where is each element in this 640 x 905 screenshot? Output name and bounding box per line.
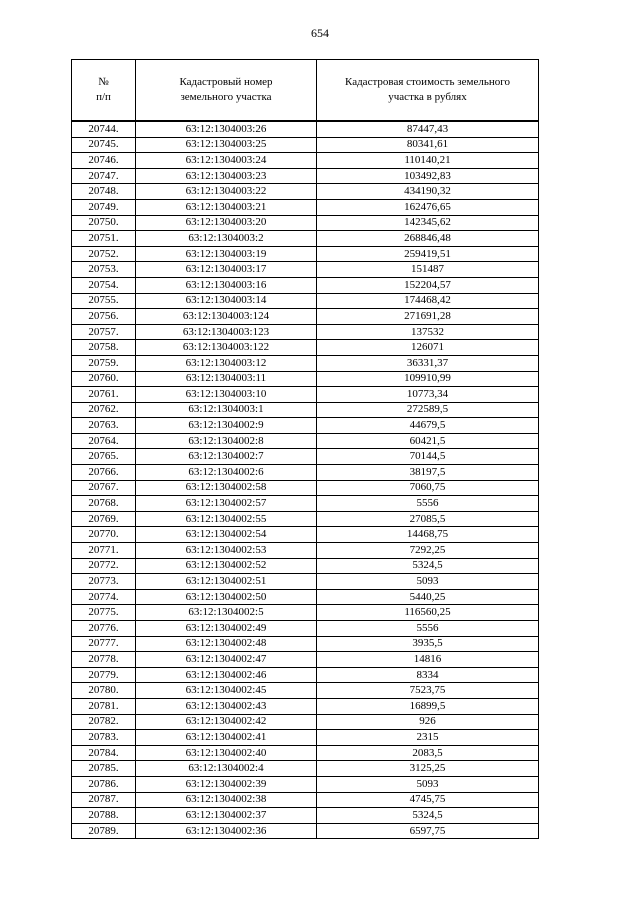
cadastral-number-cell: 63:12:1304002:52 bbox=[136, 558, 317, 574]
row-number-cell: 20757. bbox=[72, 324, 136, 340]
row-number-cell: 20777. bbox=[72, 636, 136, 652]
cadastral-value-cell: 7523,75 bbox=[317, 683, 539, 699]
cadastral-value-cell: 87447,43 bbox=[317, 121, 539, 137]
cadastral-value-cell: 272589,5 bbox=[317, 402, 539, 418]
row-number-cell: 20780. bbox=[72, 683, 136, 699]
cadastral-value-cell: 44679,5 bbox=[317, 418, 539, 434]
page-number: 654 bbox=[311, 26, 329, 40]
cadastral-value-cell: 14468,75 bbox=[317, 527, 539, 543]
row-number-cell: 20788. bbox=[72, 808, 136, 824]
table-row bbox=[72, 761, 539, 777]
cadastral-value-cell: 4745,75 bbox=[317, 792, 539, 808]
row-number-cell: 20782. bbox=[72, 714, 136, 730]
cadastral-number-cell: 63:12:1304003:122 bbox=[136, 340, 317, 356]
table-row bbox=[72, 621, 539, 637]
table-row bbox=[72, 137, 539, 153]
table-row bbox=[72, 371, 539, 387]
cadastral-value-cell: 2083,5 bbox=[317, 745, 539, 761]
row-number-cell: 20785. bbox=[72, 761, 136, 777]
cadastral-value-cell: 110140,21 bbox=[317, 153, 539, 169]
cadastral-number-cell: 63:12:1304003:14 bbox=[136, 293, 317, 309]
table-row bbox=[72, 823, 539, 839]
row-number-cell: 20751. bbox=[72, 231, 136, 247]
cadastral-number-cell: 63:12:1304003:12 bbox=[136, 355, 317, 371]
table-row bbox=[72, 293, 539, 309]
table-row bbox=[72, 324, 539, 340]
row-number-cell: 20749. bbox=[72, 199, 136, 215]
row-number-cell: 20778. bbox=[72, 652, 136, 668]
cadastral-number-cell: 63:12:1304002:46 bbox=[136, 667, 317, 683]
cadastral-value-cell: 38197,5 bbox=[317, 465, 539, 481]
cadastral-number-cell: 63:12:1304002:40 bbox=[136, 745, 317, 761]
cadastral-number-cell: 63:12:1304003:16 bbox=[136, 277, 317, 293]
cadastral-number-cell: 63:12:1304002:48 bbox=[136, 636, 317, 652]
cadastral-value-cell: 162476,65 bbox=[317, 199, 539, 215]
cadastral-number-cell: 63:12:1304002:37 bbox=[136, 808, 317, 824]
row-number-cell: 20767. bbox=[72, 480, 136, 496]
row-number-cell: 20789. bbox=[72, 823, 136, 839]
row-number-cell: 20762. bbox=[72, 402, 136, 418]
cadastral-value-cell: 6597,75 bbox=[317, 823, 539, 839]
row-number-cell: 20776. bbox=[72, 621, 136, 637]
table-row bbox=[72, 527, 539, 543]
cadastral-value-cell: 7292,25 bbox=[317, 543, 539, 559]
table-row bbox=[72, 543, 539, 559]
table-row bbox=[72, 730, 539, 746]
table-row bbox=[72, 792, 539, 808]
cadastral-number-cell: 63:12:1304002:53 bbox=[136, 543, 317, 559]
column-header-cadastral-value: Кадастровая стоимость земельного участка в рублях bbox=[317, 60, 539, 122]
cadastral-number-cell: 63:12:1304003:23 bbox=[136, 168, 317, 184]
cadastral-number-cell: 63:12:1304003:25 bbox=[136, 137, 317, 153]
cadastral-value-cell: 116560,25 bbox=[317, 605, 539, 621]
table-row bbox=[72, 511, 539, 527]
table-row bbox=[72, 262, 539, 278]
cadastral-number-cell: 63:12:1304002:58 bbox=[136, 480, 317, 496]
table-row bbox=[72, 480, 539, 496]
cadastral-number-cell: 63:12:1304002:42 bbox=[136, 714, 317, 730]
cadastral-number-cell: 63:12:1304003:26 bbox=[136, 121, 317, 137]
cadastral-number-cell: 63:12:1304003:22 bbox=[136, 184, 317, 200]
cadastral-number-cell: 63:12:1304002:45 bbox=[136, 683, 317, 699]
row-number-cell: 20761. bbox=[72, 387, 136, 403]
table-row bbox=[72, 698, 539, 714]
column-header-number: № п/п bbox=[72, 60, 136, 122]
cadastral-value-cell: 5324,5 bbox=[317, 808, 539, 824]
table-row bbox=[72, 745, 539, 761]
cadastral-value-cell: 137532 bbox=[317, 324, 539, 340]
row-number-cell: 20750. bbox=[72, 215, 136, 231]
table-body bbox=[72, 121, 539, 839]
row-number-cell: 20760. bbox=[72, 371, 136, 387]
table-row bbox=[72, 667, 539, 683]
row-number-cell: 20781. bbox=[72, 698, 136, 714]
cadastral-value-cell: 7060,75 bbox=[317, 480, 539, 496]
row-number-cell: 20753. bbox=[72, 262, 136, 278]
cadastral-value-cell: 5556 bbox=[317, 621, 539, 637]
cadastral-number-cell: 63:12:1304002:47 bbox=[136, 652, 317, 668]
row-number-cell: 20765. bbox=[72, 449, 136, 465]
cadastral-value-cell: 268846,48 bbox=[317, 231, 539, 247]
table-row bbox=[72, 246, 539, 262]
cadastral-value-cell: 926 bbox=[317, 714, 539, 730]
cadastral-number-cell: 63:12:1304002:51 bbox=[136, 574, 317, 590]
table-row bbox=[72, 168, 539, 184]
table-row bbox=[72, 277, 539, 293]
row-number-cell: 20747. bbox=[72, 168, 136, 184]
cadastral-value-cell: 80341,61 bbox=[317, 137, 539, 153]
cadastral-value-cell: 2315 bbox=[317, 730, 539, 746]
cadastral-value-cell: 16899,5 bbox=[317, 698, 539, 714]
cadastral-value-cell: 109910,99 bbox=[317, 371, 539, 387]
cadastral-number-cell: 63:12:1304002:7 bbox=[136, 449, 317, 465]
cadastral-number-cell: 63:12:1304002:50 bbox=[136, 589, 317, 605]
cadastral-value-cell: 3935,5 bbox=[317, 636, 539, 652]
row-number-cell: 20759. bbox=[72, 355, 136, 371]
row-number-cell: 20786. bbox=[72, 776, 136, 792]
cadastral-number-cell: 63:12:1304002:6 bbox=[136, 465, 317, 481]
cadastral-value-cell: 60421,5 bbox=[317, 433, 539, 449]
cadastral-number-cell: 63:12:1304002:41 bbox=[136, 730, 317, 746]
table-row bbox=[72, 589, 539, 605]
cadastral-value-cell: 10773,34 bbox=[317, 387, 539, 403]
cadastral-value-table bbox=[71, 59, 539, 839]
cadastral-number-cell: 63:12:1304003:24 bbox=[136, 153, 317, 169]
row-number-cell: 20783. bbox=[72, 730, 136, 746]
row-number-cell: 20766. bbox=[72, 465, 136, 481]
table-row bbox=[72, 355, 539, 371]
cadastral-value-cell: 151487 bbox=[317, 262, 539, 278]
row-number-cell: 20763. bbox=[72, 418, 136, 434]
row-number-cell: 20775. bbox=[72, 605, 136, 621]
cadastral-value-cell: 36331,37 bbox=[317, 355, 539, 371]
cadastral-value-cell: 70144,5 bbox=[317, 449, 539, 465]
cadastral-number-cell: 63:12:1304003:21 bbox=[136, 199, 317, 215]
cadastral-number-cell: 63:12:1304003:123 bbox=[136, 324, 317, 340]
row-number-cell: 20784. bbox=[72, 745, 136, 761]
table-row bbox=[72, 449, 539, 465]
cadastral-number-cell: 63:12:1304002:4 bbox=[136, 761, 317, 777]
table-row bbox=[72, 309, 539, 325]
cadastral-value-cell: 5556 bbox=[317, 496, 539, 512]
table-row bbox=[72, 402, 539, 418]
cadastral-value-cell: 3125,25 bbox=[317, 761, 539, 777]
table-row bbox=[72, 231, 539, 247]
cadastral-number-cell: 63:12:1304002:39 bbox=[136, 776, 317, 792]
cadastral-number-cell: 63:12:1304003:20 bbox=[136, 215, 317, 231]
cadastral-value-cell: 126071 bbox=[317, 340, 539, 356]
cadastral-number-cell: 63:12:1304002:57 bbox=[136, 496, 317, 512]
cadastral-value-cell: 103492,83 bbox=[317, 168, 539, 184]
cadastral-number-cell: 63:12:1304002:8 bbox=[136, 433, 317, 449]
table-row bbox=[72, 808, 539, 824]
row-number-cell: 20768. bbox=[72, 496, 136, 512]
row-number-cell: 20771. bbox=[72, 543, 136, 559]
cadastral-value-cell: 142345,62 bbox=[317, 215, 539, 231]
table-row bbox=[72, 121, 539, 137]
cadastral-number-cell: 63:12:1304003:17 bbox=[136, 262, 317, 278]
table-row bbox=[72, 636, 539, 652]
table-row bbox=[72, 184, 539, 200]
cadastral-number-cell: 63:12:1304003:1 bbox=[136, 402, 317, 418]
table-header-row bbox=[72, 60, 539, 122]
table-row bbox=[72, 714, 539, 730]
cadastral-number-cell: 63:12:1304002:36 bbox=[136, 823, 317, 839]
table-row bbox=[72, 574, 539, 590]
table-row bbox=[72, 199, 539, 215]
row-number-cell: 20787. bbox=[72, 792, 136, 808]
row-number-cell: 20754. bbox=[72, 277, 136, 293]
table-row bbox=[72, 605, 539, 621]
row-number-cell: 20752. bbox=[72, 246, 136, 262]
table-row bbox=[72, 776, 539, 792]
cadastral-value-cell: 5440,25 bbox=[317, 589, 539, 605]
row-number-cell: 20744. bbox=[72, 121, 136, 137]
row-number-cell: 20779. bbox=[72, 667, 136, 683]
row-number-cell: 20764. bbox=[72, 433, 136, 449]
cadastral-number-cell: 63:12:1304003:2 bbox=[136, 231, 317, 247]
cadastral-number-cell: 63:12:1304002:54 bbox=[136, 527, 317, 543]
cadastral-value-cell: 259419,51 bbox=[317, 246, 539, 262]
row-number-cell: 20769. bbox=[72, 511, 136, 527]
cadastral-value-cell: 8334 bbox=[317, 667, 539, 683]
row-number-cell: 20746. bbox=[72, 153, 136, 169]
table-row bbox=[72, 340, 539, 356]
table-row bbox=[72, 465, 539, 481]
column-header-cadastral-number: Кадастровый номер земельного участка bbox=[136, 60, 317, 122]
cadastral-value-cell: 27085,5 bbox=[317, 511, 539, 527]
table-row bbox=[72, 683, 539, 699]
row-number-cell: 20770. bbox=[72, 527, 136, 543]
cadastral-number-cell: 63:12:1304002:43 bbox=[136, 698, 317, 714]
cadastral-number-cell: 63:12:1304002:5 bbox=[136, 605, 317, 621]
row-number-cell: 20758. bbox=[72, 340, 136, 356]
cadastral-number-cell: 63:12:1304003:11 bbox=[136, 371, 317, 387]
cadastral-value-cell: 5324,5 bbox=[317, 558, 539, 574]
table-row bbox=[72, 652, 539, 668]
cadastral-value-cell: 5093 bbox=[317, 574, 539, 590]
row-number-cell: 20772. bbox=[72, 558, 136, 574]
table-row bbox=[72, 153, 539, 169]
table-row bbox=[72, 215, 539, 231]
cadastral-number-cell: 63:12:1304002:55 bbox=[136, 511, 317, 527]
row-number-cell: 20755. bbox=[72, 293, 136, 309]
cadastral-value-cell: 174468,42 bbox=[317, 293, 539, 309]
cadastral-number-cell: 63:12:1304002:9 bbox=[136, 418, 317, 434]
row-number-cell: 20756. bbox=[72, 309, 136, 325]
cadastral-value-cell: 271691,28 bbox=[317, 309, 539, 325]
cadastral-number-cell: 63:12:1304003:10 bbox=[136, 387, 317, 403]
row-number-cell: 20773. bbox=[72, 574, 136, 590]
cadastral-value-cell: 152204,57 bbox=[317, 277, 539, 293]
cadastral-number-cell: 63:12:1304003:124 bbox=[136, 309, 317, 325]
cadastral-number-cell: 63:12:1304002:49 bbox=[136, 621, 317, 637]
row-number-cell: 20748. bbox=[72, 184, 136, 200]
table-row bbox=[72, 496, 539, 512]
cadastral-value-cell: 5093 bbox=[317, 776, 539, 792]
table-row bbox=[72, 558, 539, 574]
table-row bbox=[72, 387, 539, 403]
row-number-cell: 20745. bbox=[72, 137, 136, 153]
cadastral-number-cell: 63:12:1304003:19 bbox=[136, 246, 317, 262]
cadastral-value-cell: 434190,32 bbox=[317, 184, 539, 200]
table-row bbox=[72, 418, 539, 434]
row-number-cell: 20774. bbox=[72, 589, 136, 605]
table-row bbox=[72, 433, 539, 449]
cadastral-value-cell: 14816 bbox=[317, 652, 539, 668]
cadastral-number-cell: 63:12:1304002:38 bbox=[136, 792, 317, 808]
